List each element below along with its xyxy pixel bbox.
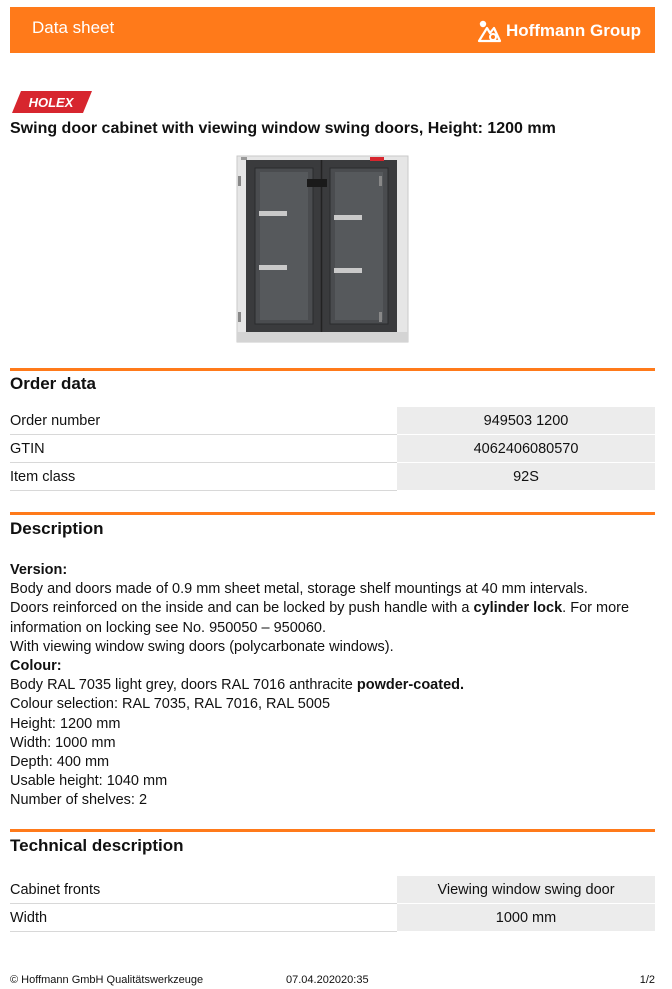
row-value: 949503 1200 (397, 407, 655, 435)
row-value: 1000 mm (397, 904, 655, 932)
footer-page: 1/2 (639, 974, 655, 986)
row-label: Cabinet fronts (10, 876, 397, 904)
table-row (10, 463, 655, 491)
header-title: Data sheet (32, 18, 115, 37)
table-row (10, 407, 655, 435)
table-row (10, 904, 655, 932)
description-line: Usable height: 1040 mm (10, 773, 168, 790)
order-data-table (10, 407, 655, 491)
description-line: Number of shelves: 2 (10, 792, 148, 809)
row-value: Viewing window swing door (397, 876, 655, 904)
description-line: Doors reinforced on the inside and can be locked by push handle with a cylinder lock. For more (10, 600, 630, 617)
row-label: Item class (10, 463, 397, 491)
svg-text:HOLEX: HOLEX (28, 95, 74, 110)
footer-date: 07.04.202020:35 (286, 974, 369, 986)
technical-table (10, 876, 655, 932)
description-line: Width: 1000 mm (10, 734, 116, 751)
row-label: GTIN (10, 435, 397, 463)
brand-name: Hoffmann Group (505, 21, 641, 40)
row-value: 92S (397, 463, 655, 491)
product-title: Swing door cabinet with viewing window swing doors, Height: 1200 mm (10, 120, 556, 137)
description-line: Height: 1200 mm (10, 715, 121, 732)
technical-heading: Technical description (10, 836, 184, 855)
description-line: Body and doors made of 0.9 mm sheet metal, storage shelf mountings at 40 mm intervals. (10, 581, 588, 598)
description-line: Colour selection: RAL 7035, RAL 7016, RAL 5005 (10, 696, 331, 713)
version-label: Version: (10, 562, 68, 578)
footer-copyright: © Hoffmann GmbH Qualitätswerkzeuge (10, 974, 204, 986)
description-line: Body RAL 7035 light grey, doors RAL 7016 anthracite powder-coated. (10, 677, 465, 694)
header-bar (10, 7, 655, 53)
description-line: Depth: 400 mm (10, 754, 110, 771)
hoffmann-logo-icon (476, 19, 502, 43)
order-data-heading: Order data (10, 374, 96, 393)
row-label: Order number (10, 407, 397, 435)
table-row (10, 435, 655, 463)
product-image (235, 154, 410, 344)
description-line: With viewing window swing doors (polycarbonate windows). (10, 638, 394, 655)
section-divider (10, 368, 655, 371)
section-divider (10, 512, 655, 515)
section-divider (10, 829, 655, 832)
holex-logo (12, 91, 92, 113)
row-label: Width (10, 904, 397, 932)
brand (476, 19, 641, 43)
description-line: information on locking see No. 950050 – 950060. (10, 619, 326, 636)
table-row (10, 876, 655, 904)
colour-label: Colour: (10, 658, 62, 675)
description-text (10, 561, 655, 811)
row-value: 4062406080570 (397, 435, 655, 463)
description-heading: Description (10, 519, 104, 538)
